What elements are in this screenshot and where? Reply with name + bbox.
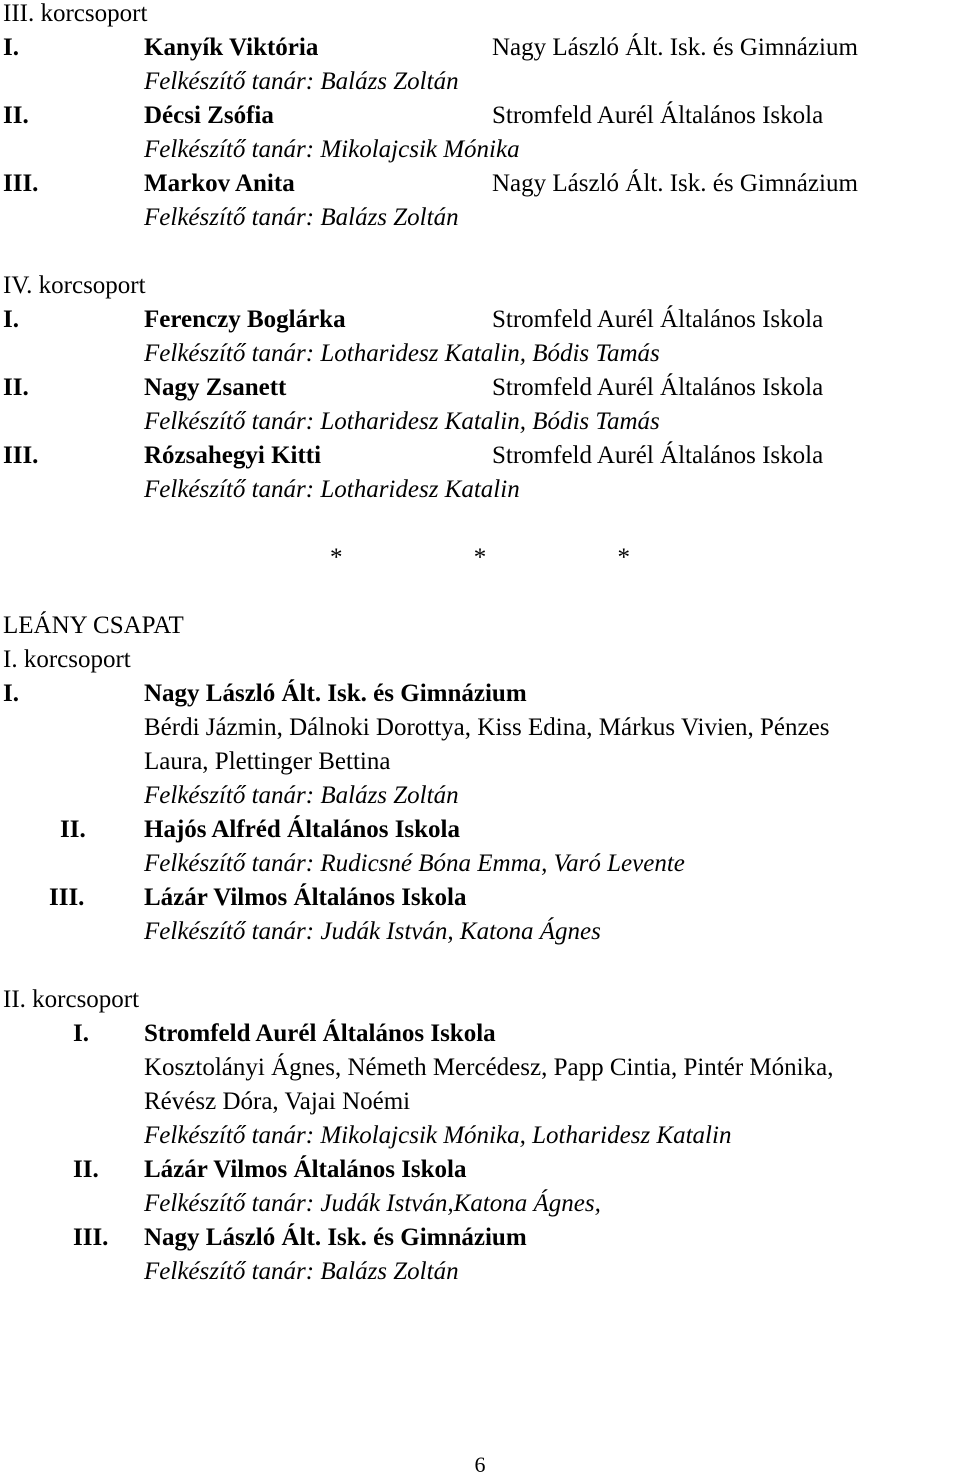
rank: III. [3,442,39,469]
team-members: Bérdi Jázmin, Dálnoki Dorottya, Kiss Edina, Márkus Vivien, Pénzes [144,714,830,741]
team-school: Stromfeld Aurél Általános Iskola [144,1020,496,1047]
separator-star: * [330,544,343,571]
rank: III. [73,1224,109,1251]
team-result-row [0,881,960,915]
teacher-line: Felkészítő tanár: Mikolajcsik Mónika, Lotharidesz Katalin [144,1122,732,1149]
section-title: LEÁNY CSAPAT [3,612,184,639]
rank: II. [73,1156,99,1183]
team-result-row [0,677,960,711]
team-school: Lázár Vilmos Általános Iskola [144,1156,467,1183]
rank: II. [3,102,29,129]
school-name: Stromfeld Aurél Általános Iskola [492,374,824,401]
team-school: Nagy László Ált. Isk. és Gimnázium [144,680,527,707]
age-group-heading: IV. korcsoport [3,272,146,299]
teacher-line: Felkészítő tanár: Balázs Zoltán [144,204,459,231]
student-name: Kanyík Viktória [144,34,319,61]
student-name: Ferenczy Boglárka [144,306,346,333]
rank: I. [3,680,19,707]
rank: III. [3,170,39,197]
teacher-line: Felkészítő tanár: Judák István,Katona Ágnes, [144,1190,601,1217]
teacher-line: Felkészítő tanár: Balázs Zoltán [144,1258,459,1285]
section-separator [0,541,960,575]
teacher-line: Felkészítő tanár: Balázs Zoltán [144,782,459,809]
age-group-heading: II. korcsoport [3,986,140,1013]
team-members: Laura, Plettinger Bettina [144,748,391,775]
rank: I. [73,1020,89,1047]
result-row [0,371,960,405]
school-name: Stromfeld Aurél Általános Iskola [492,306,824,333]
team-result-row [0,813,960,847]
teacher-line: Felkészítő tanár: Lotharidesz Katalin, Bódis Tamás [144,340,660,367]
team-school: Lázár Vilmos Általános Iskola [144,884,467,911]
page-number: 6 [474,1452,486,1477]
age-group-heading: I. korcsoport [3,646,131,673]
rank: II. [60,816,86,843]
result-row [0,303,960,337]
school-name: Stromfeld Aurél Általános Iskola [492,442,824,469]
school-name: Stromfeld Aurél Általános Iskola [492,102,824,129]
school-name: Nagy László Ált. Isk. és Gimnázium [492,170,858,197]
age-group-heading: III. korcsoport [3,0,148,27]
student-name: Décsi Zsófia [144,102,274,129]
school-name: Nagy László Ált. Isk. és Gimnázium [492,34,858,61]
rank: I. [3,34,19,61]
teacher-line: Felkészítő tanár: Mikolajcsik Mónika [144,136,520,163]
rank: I. [3,306,19,333]
team-school: Hajós Alfréd Általános Iskola [144,816,461,843]
result-row [0,31,960,65]
rank: II. [3,374,29,401]
teacher-line: Felkészítő tanár: Lotharidesz Katalin [144,476,520,503]
teacher-line: Felkészítő tanár: Lotharidesz Katalin, Bódis Tamás [144,408,660,435]
separator-star: * [473,544,487,571]
teacher-line: Felkészítő tanár: Rudicsné Bóna Emma, Varó Levente [144,850,685,877]
team-result-row [0,1153,960,1187]
rank: III. [49,884,85,911]
team-school: Nagy László Ált. Isk. és Gimnázium [144,1224,527,1251]
team-result-row [0,1017,960,1051]
result-row [0,99,960,133]
result-row [0,439,960,473]
student-name: Nagy Zsanett [144,374,287,401]
teacher-line: Felkészítő tanár: Judák István, Katona Ágnes [144,918,601,945]
teacher-line: Felkészítő tanár: Balázs Zoltán [144,68,459,95]
result-row [0,167,960,201]
team-members: Kosztolányi Ágnes, Németh Mercédesz, Papp Cintia, Pintér Mónika, [144,1054,834,1081]
student-name: Markov Anita [144,170,295,197]
separator-star: * [617,544,630,571]
student-name: Rózsahegyi Kitti [144,442,322,469]
team-members: Révész Dóra, Vajai Noémi [144,1088,411,1115]
team-result-row [0,1221,960,1255]
